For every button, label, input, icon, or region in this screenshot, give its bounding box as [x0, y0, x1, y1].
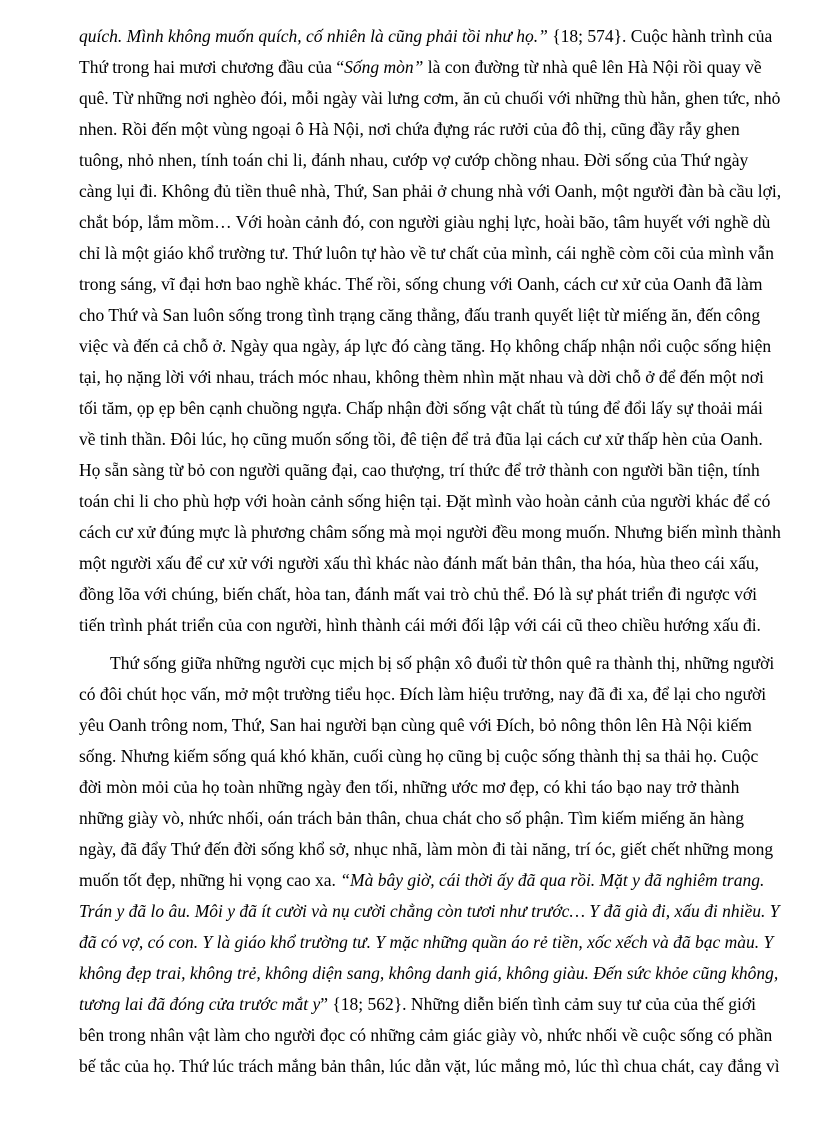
text-line [79, 300, 761, 331]
italic-text-run: đã có vợ, có con. Y là giáo khổ trường tư. Y mặc những quần áo rẻ tiền, xốc xếch và đã bạc màu. Y [79, 932, 774, 952]
text-run: yêu Oanh trông nom, Thứ, San hai người bạn cùng quê với Đích, bỏ nông thôn lên Hà Nội kiếm [79, 715, 752, 735]
text-run: Thứ sống giữa những người cục mịch bị số phận xô đuổi từ thôn quê ra thành thị, những người [110, 653, 775, 673]
italic-text-run: không đẹp trai, không trẻ, không diện sang, không danh giá, không giàu. Đến sức khỏe cũng không, [79, 963, 779, 983]
text-line [79, 269, 763, 300]
text-run: quê. Từ những nơi nghèo đói, mỗi ngày vài lưng cơm, ăn củ chuối với những thù hằn, ghen tức, nhỏ [79, 88, 781, 108]
text-line [79, 927, 774, 958]
text-line [79, 679, 767, 710]
text-run: ngày, đã đẩy Thứ đến đời sống khổ sở, nhục nhã, làm mòn đi tài năng, trí óc, giết chết những mong [79, 839, 774, 859]
document-page [79, 21, 782, 1082]
text-run: Thứ trong hai mươi chương đầu của “ [79, 57, 345, 77]
text-line [79, 579, 758, 610]
text-run: sống. Nhưng kiếm sống quá khó khăn, cuối cùng họ cũng bị cuộc sống thành thị sa thải họ. Cuộc [79, 746, 759, 766]
text-line [79, 1020, 773, 1051]
italic-text-run: “Mà bây giờ, cái thời ấy đã qua rồi. Mặt y đã nghiêm trang. [340, 870, 765, 890]
text-line [79, 517, 781, 548]
text-line [79, 610, 761, 641]
text-run: bế tắc của họ. Thứ lúc trách mắng bản thân, lúc dằn vặt, lúc mắng mỏ, lúc thì chua chát, cay đắng vì [79, 1056, 780, 1076]
text-run: tối tăm, ọp ẹp bên cạnh chuồng ngựa. Chấp nhận đời sống vật chất tù túng để đổi lấy sự thoải mái [79, 398, 763, 418]
text-line [79, 648, 775, 679]
text-line [79, 772, 739, 803]
text-run: đồng lõa với chúng, biến chất, hòa tan, đánh mất vai trò chủ thể. Đó là sự phát triển đi ngược với [79, 584, 758, 604]
text-run: việc và đến cả chỗ ở. Ngày qua ngày, áp lực đó càng tăng. Họ không chấp nhận nổi cuộc sống hiện [79, 336, 772, 356]
text-line [79, 834, 774, 865]
text-line [79, 331, 772, 362]
text-run: chỉ là một giáo khổ trường tư. Thứ luôn tự hào về tư chất của mình, cái nghề còm cõi của mình vẫn [79, 243, 774, 263]
text-run: một người xấu để cư xử với người xấu thì khác nào đánh mất bản thân, tha hóa, hùa theo cái xấu, [79, 553, 759, 573]
text-run: tại, họ nặng lời với nhau, trách móc nhau, không thèm nhìn mặt nhau và dời chỗ ở để đến một nơi [79, 367, 764, 387]
text-run: những giày vò, nhức nhối, oán trách bản thân, chua chát cho số phận. Tìm kiếm miếng ăn hàng [79, 808, 745, 828]
text-run: bên trong nhân vật làm cho người đọc có những cảm giác giày vò, nhức nhối về cuộc sống có phần [79, 1025, 773, 1045]
text-line [79, 989, 757, 1020]
text-line [79, 803, 745, 834]
text-line [79, 958, 779, 989]
text-line [79, 1051, 780, 1082]
text-run: chắt bóp, lắm mồm… Với hoàn cảnh đó, con người giàu nghị lực, hoài bão, tâm huyết với nghề dù [79, 212, 771, 232]
text-run: muốn tốt đẹp, những hi vọng cao xa. [79, 870, 341, 890]
paragraph-2 [79, 648, 780, 1082]
text-run: tuông, nhỏ nhen, tính toán chi li, đánh nhau, cướp vợ cướp chồng nhau. Đời sống của Thứ ngày [79, 150, 749, 170]
text-run: Họ sẵn sàng từ bỏ con người quãng đại, cao thượng, trí thức để trở thành con người bần tiện, tính [79, 460, 760, 480]
text-line [79, 83, 781, 114]
text-line [79, 548, 759, 579]
text-line [79, 362, 764, 393]
text-run: {18; 574}. Cuộc hành trình của [547, 26, 773, 46]
italic-text-run: tương lai đã đóng cửa trước mắt y [79, 994, 321, 1014]
text-line [79, 207, 771, 238]
text-run: cách cư xử đúng mực là phương châm sống mà mọi người đều mong muốn. Nhưng biến mình thành [79, 522, 781, 542]
italic-text-run: Trán y đã lo âu. Môi y đã ít cười và nụ cười chẳng còn tươi như trước… Y đã già đi, xấu đi nhiều. Y [79, 901, 780, 921]
italic-text-run: quích. Mình không muốn quích, cố nhiên là cũng phải tồi như họ.” [79, 26, 548, 46]
text-line [79, 176, 782, 207]
text-run: trong sáng, vĩ đại hơn bao nghề khác. Thế rồi, sống chung với Oanh, cách cư xử của Oanh đã làm [79, 274, 763, 294]
text-run: ” {18; 562}. Những diễn biến tình cảm suy tư của của thế giới [320, 994, 757, 1014]
text-run: nhen. Rồi đến một vùng ngoại ô Hà Nội, nơi chứa đựng rác rưởi của đô thị, cũng đầy rẫy ghen [79, 119, 740, 139]
text-line [79, 145, 749, 176]
text-run: là con đường từ nhà quê lên Hà Nội rồi quay về [423, 57, 762, 77]
text-line [79, 52, 762, 83]
text-line [79, 238, 774, 269]
text-line [79, 393, 763, 424]
text-run: cho Thứ và San luôn sống trong tình trạng căng thẳng, đấu tranh quyết liệt từ miếng ăn, đến công [79, 305, 761, 325]
italic-text-run: Sống mòn” [344, 57, 424, 77]
paragraph-1 [79, 21, 782, 641]
text-run: tiến trình phát triển của con người, hình thành cái mới đối lập với cái cũ theo chiều hướng xấu đi. [79, 615, 761, 635]
text-line [79, 865, 765, 896]
text-line [79, 741, 759, 772]
text-run: toán chi li cho phù hợp với hoàn cảnh sống hiện tại. Đặt mình vào hoàn cảnh của người khác để có [79, 491, 771, 511]
text-line [79, 710, 752, 741]
text-line [79, 21, 773, 52]
text-line [79, 486, 771, 517]
text-line [79, 114, 739, 145]
text-line [79, 424, 763, 455]
text-line [79, 896, 780, 927]
text-run: đời mòn mỏi của họ toàn những ngày đen tối, những ước mơ đẹp, có khi táo bạo nay trở thành [79, 777, 740, 797]
text-line [79, 455, 760, 486]
text-run: càng lụi đi. Không đủ tiền thuê nhà, Thứ, San phải ở chung nhà với Oanh, một người đàn bà cầu lợi, [79, 181, 782, 201]
text-run: có đôi chút học vấn, mở một trường tiểu học. Đích làm hiệu trưởng, nay đã đi xa, để lại cho người [79, 684, 767, 704]
text-run: về tinh thần. Đôi lúc, họ cũng muốn sống tồi, đê tiện để trả đũa lại cách cư xử thấp hèn của Oanh. [79, 429, 763, 449]
